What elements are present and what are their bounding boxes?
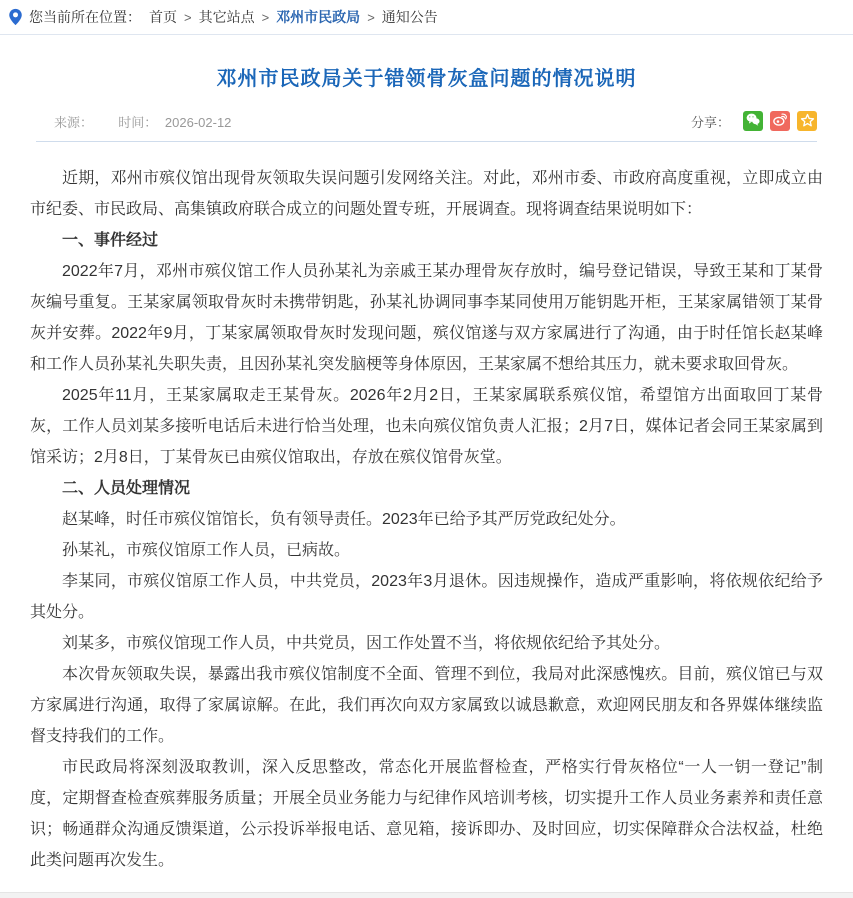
share-favorite-button[interactable] xyxy=(797,111,817,131)
article-container xyxy=(0,62,853,876)
share-label: 分享： xyxy=(690,114,730,130)
breadcrumb-link-other-sites[interactable]: 其它站点 xyxy=(198,9,255,25)
breadcrumb-link-notices[interactable]: 通知公告 xyxy=(381,9,438,25)
source-label: 来源： xyxy=(54,114,94,130)
breadcrumb-link-dengzhou-civil-affairs[interactable]: 邓州市民政局 xyxy=(276,9,361,25)
paragraph: 近期，邓州市殡仪馆出现骨灰领取失误问题引发网络关注。对此，邓州市委、市政府高度重视，立即成立由市纪委、市民政局、高集镇政府联合成立的问题处置专班，开展调查。现将调查结果说明如下： xyxy=(30,170,823,218)
section-heading: 二、人员处理情况 xyxy=(62,480,191,497)
share-wechat-button[interactable] xyxy=(743,111,763,131)
time-label: 时间： xyxy=(118,114,158,130)
breadcrumb-link-home[interactable]: 首页 xyxy=(149,9,177,25)
breadcrumb-separator: > xyxy=(184,9,192,25)
article-body xyxy=(28,142,825,876)
weibo-icon xyxy=(773,113,787,129)
paragraph: 李某同，市殡仪馆原工作人员，中共党员，2023年3月退休。因违规操作，造成严重影响，将依规依纪给予其处分。 xyxy=(30,573,823,621)
wechat-icon xyxy=(746,113,760,129)
section-heading: 一、事件经过 xyxy=(62,232,159,249)
paragraph: 2022年7月，邓州市殡仪馆工作人员孙某礼为亲戚王某办理骨灰存放时，编号登记错误，导致王某和丁某骨灰编号重复。王某家属领取骨灰时未携带钥匙，孙某礼协调同事李某同使用万能钥匙开柜，王某家属错领丁某骨灰并安葬。2022年9月，丁某家属领取骨灰时发现问题，殡仪馆遂与双方家属进行了沟通，由于时任馆长赵某峰和工作人员孙某礼失职失责，且因孙某礼突发脑梗等身体原因，王某家属不想给其压力，就未要求取回骨灰。 xyxy=(30,263,823,373)
page-title: 邓州市民政局关于错领骨灰盒问题的情况说明 xyxy=(216,68,637,90)
paragraph: 本次骨灰领取失误，暴露出我市殡仪馆制度不全面、管理不到位，我局对此深感愧疚。目前，殡仪馆已与双方家属进行沟通，取得了家属谅解。在此，我们再次向双方家属致以诚恳歉意，欢迎网民朋友和各界媒体继续监督支持我们的工作。 xyxy=(30,666,823,745)
favorite-star-icon xyxy=(800,113,815,130)
paragraph: 赵某峰，时任市殡仪馆馆长，负有领导责任。2023年已给予其严厉党政纪处分。 xyxy=(62,511,626,528)
breadcrumb-prefix: 您当前所在位置： xyxy=(29,9,141,25)
paragraph: 孙某礼，市殡仪馆原工作人员，已病故。 xyxy=(62,542,351,559)
breadcrumb-separator: > xyxy=(261,9,270,25)
breadcrumb-separator: > xyxy=(367,9,375,25)
share-bar xyxy=(691,111,817,131)
paragraph: 刘某多，市殡仪馆现工作人员，中共党员，因工作处置不当，将依规依纪给予其处分。 xyxy=(62,635,671,652)
publish-date: 2026-02-12 xyxy=(164,114,232,130)
footer-strip xyxy=(0,892,853,898)
location-pin-icon xyxy=(8,8,23,26)
paragraph: 市民政局将深刻汲取教训，深入反思整改，常态化开展监督检查，严格实行骨灰格位“一人一钥一登记”制度，定期督查检查殡葬服务质量；开展全员业务能力与纪律作风培训考核，切实提升工作人员业务素养和责任意识；畅通群众沟通反馈渠道，公示投诉举报电话、意见箱，接诉即办、及时回应，切实保障群众合法权益，杜绝此类问题再次发生。 xyxy=(30,759,823,869)
article-meta-left xyxy=(54,112,231,131)
breadcrumb xyxy=(0,0,853,35)
paragraph: 2025年11月，王某家属取走王某骨灰。2026年2月2日，王某家属联系殡仪馆，希望馆方出面取回丁某骨灰，工作人员刘某多接听电话后未进行恰当处理，也未向殡仪馆负责人汇报；2月7日，媒体记者会同王某家属到馆采访；2月8日，丁某骨灰已由殡仪馆取出，存放在殡仪馆骨灰堂。 xyxy=(30,387,823,466)
article-meta xyxy=(28,107,825,141)
share-weibo-button[interactable] xyxy=(770,111,790,131)
